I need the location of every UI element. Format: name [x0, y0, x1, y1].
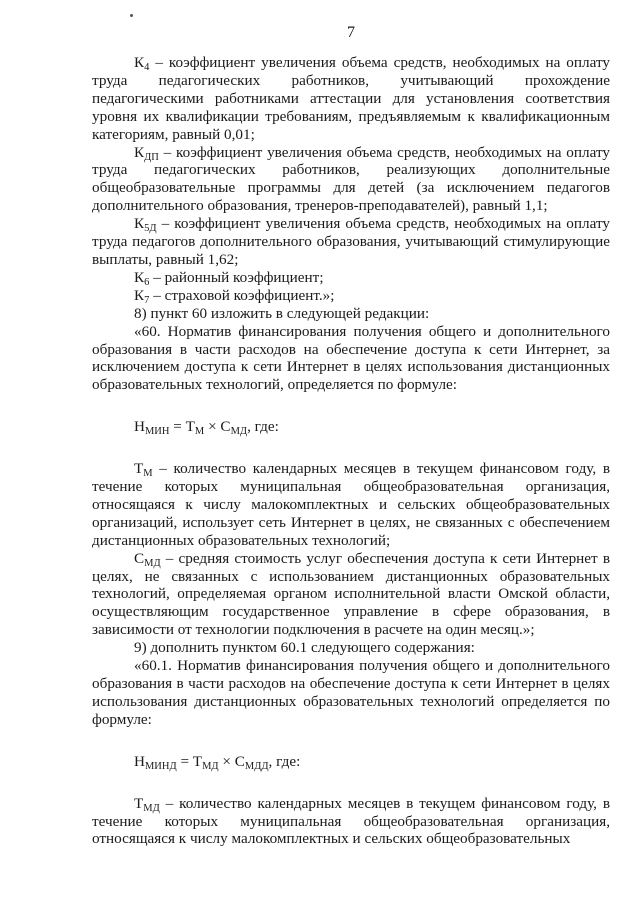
paragraph-cmd: $С_{МД}$ – средняя стоимость услуг обеспечения доступа к сети Интернет в целях, не связанных с использованием дистанционных образовательных технологий, определяемая органом исполнительной власти Омской области, осуществляющим государственное управление в сфере образования, в зависимости от технологии подключения в расчете на один месяц.»;	[92, 549, 610, 639]
paragraph-item-9: 9) дополнить пунктом 60.1 следующего содержания:	[134, 639, 475, 657]
paragraph-k5d: $К_{5Д}$ – коэффициент увеличения объема средств, необходимых на оплату труда педагогов дополнительного образования, учитывающий стимулирующие выплаты, равный 1,62;	[92, 215, 610, 268]
paragraph-k6: $К_6$ – районный коэффициент;	[134, 268, 324, 288]
page-number: 7	[347, 24, 355, 41]
paragraph-tmd: $Т_{МД}$ – количество календарных месяцев в текущем финансовом году, в течение которых муниципальная общеобразовательная организация, относящаяся к числу малокомплектных и сельских общеобразовательных	[92, 794, 610, 848]
paragraph-k7: $К_7$ – страховой коэффициент.»;	[134, 286, 335, 306]
paragraph-60-1: «60.1. Норматив финансирования получения общего и дополнительного образования в части расходов на обеспечение доступа к сети Интернет в целях использования дистанционных образовательных технологий определяется по формуле:	[92, 657, 610, 728]
paragraph-60: «60. Норматив финансирования получения общего и дополнительного образования в части расходов на обеспечение доступа к сети Интернет, за исключением доступа к сети Интернет в целях использования дистанционных образовательных технологий, определяется по формуле:	[92, 322, 610, 394]
document-body	[92, 54, 610, 848]
paragraph-item-8: 8) пункт 60 изложить в следующей редакции:	[134, 304, 430, 322]
document-page	[92, 0, 610, 905]
paragraph-k4: $К_4$ – коэффициент увеличения объема средств, необходимых на оплату труда педагогических работников, учитывающий прохождение педагогическими работниками аттестации для установления соответствия уровня их квалификации требованиям, предъявляемым к квалификационным категориям, равный 0,01;	[92, 54, 610, 143]
paragraph-tm: $Т_М$ – количество календарных месяцев в текущем финансовом году, в течение которых муниципальная общеобразовательная организация, относящаяся к числу малокомплектных и сельских общеобразовательных организаций, использует сеть Интернет в целях, не связанных с обеспечением дистанционных образовательных технологий;	[92, 460, 610, 549]
paragraph-kdp: $К_{ДП}$ – коэффициент увеличения объема средств, необходимых на оплату труда педагогических работников, реализующих дополнительные общеобразовательные программы для детей (за исключением педагогов дополнительного образования, тренеров-преподавателей), равный 1,1;	[92, 143, 610, 215]
formula-nmin: $Н_{МИН} = Т_М \times С_{МД}$, где:	[134, 418, 279, 438]
scan-mark	[130, 14, 133, 17]
formula-nmind: $Н_{МИНД} = Т_{МД} \times С_{МДД}$, где:	[134, 752, 301, 772]
